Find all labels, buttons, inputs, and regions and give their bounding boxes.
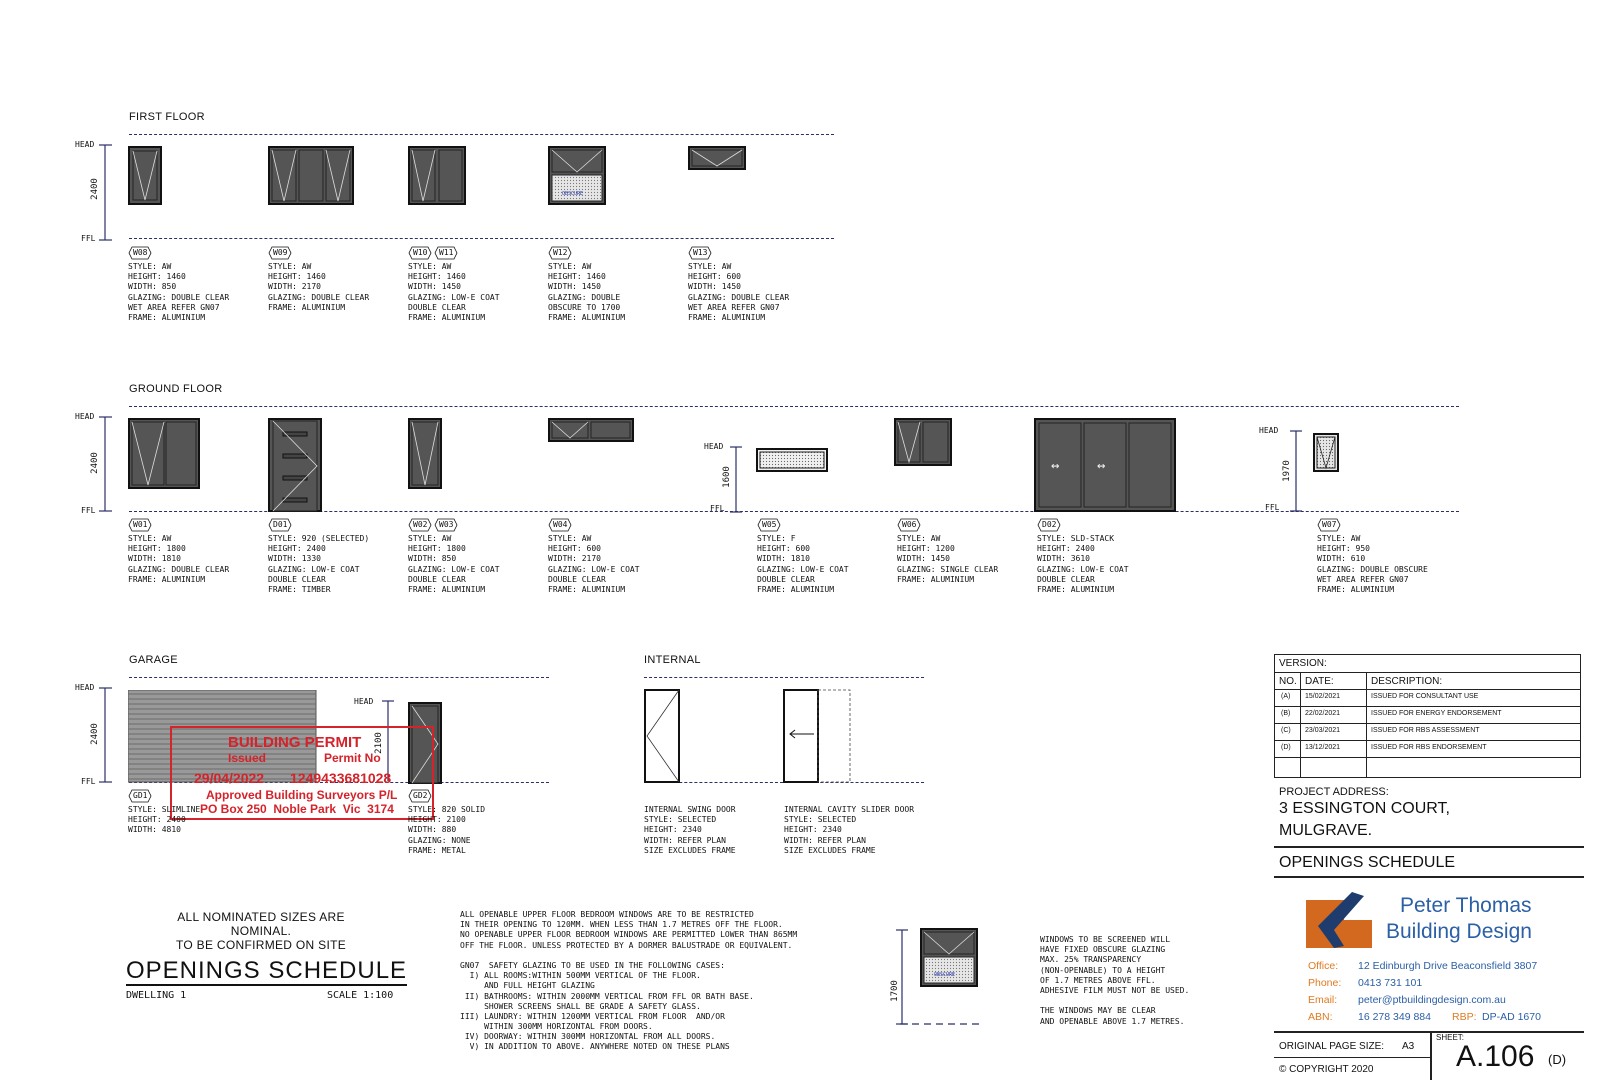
note-line: IV) DOORWAY: WITHIN 300MM HORIZONTAL FROM ALL DOORS. (460, 1032, 716, 1042)
spec-line: FRAME: ALUMINIUM (408, 312, 486, 322)
window-W04-drawing (548, 418, 634, 443)
opening-spec (268, 262, 369, 313)
opening-spec (128, 805, 200, 836)
window-W12-drawing (548, 146, 606, 206)
spec-line: STYLE: AW (1317, 534, 1361, 543)
note-line: I) ALL ROOMS:WITHIN 500MM VERTICAL OF THE FLOOR. (460, 971, 701, 981)
abn-value: 16 278 349 884 (1358, 1011, 1431, 1023)
spec-line: WIDTH: 880 (408, 825, 457, 835)
height-dimension-ground (70, 412, 130, 517)
opening-tag-text: W12 (553, 248, 568, 257)
email-value[interactable]: peter@ptbuildingdesign.com.au (1358, 994, 1506, 1006)
sheet-label: SHEET: (1436, 1033, 1465, 1042)
window-W07-drawing (1313, 433, 1339, 473)
opening-spec (408, 534, 500, 595)
spec-line: WIDTH: 1450 (408, 282, 461, 292)
dwelling-label: DWELLING 1 (126, 990, 187, 1001)
head-line-internal (644, 677, 924, 678)
opening-tag-text: D01 (273, 520, 288, 529)
spec-line: WET AREA REFER GN07 (128, 302, 220, 312)
spec-line: WIDTH: 850 (128, 282, 177, 292)
spec-line: DOUBLE CLEAR (548, 574, 606, 584)
spec-line: HEIGHT: 1800 (408, 544, 466, 554)
col-no: NO. (1279, 676, 1297, 687)
spec-line: GLAZING: DOUBLE (548, 292, 621, 302)
spec-line: FRAME: ALUMINIUM (408, 584, 486, 594)
abn-label: ABN: (1308, 1011, 1333, 1023)
version-no: (D) (1281, 744, 1291, 751)
version-label: VERSION: (1279, 658, 1327, 669)
spec-line: GLAZING: LOW-E COAT (548, 564, 640, 574)
ffl-line-first (129, 238, 834, 239)
door-D01-drawing (268, 418, 322, 512)
rbp-label: RBP: (1452, 1011, 1477, 1023)
sheet-number: A.106 (1456, 1040, 1535, 1073)
note-line (1040, 996, 1189, 1006)
spec-line: GLAZING: DOUBLE CLEAR (128, 564, 230, 574)
spec-line: HEIGHT: 600 (688, 272, 741, 282)
head-label-garage: HEAD (75, 683, 95, 692)
note-line: III) LAUNDRY: WITHIN 1200MM VERTICAL FROM FLOOR AND/OR (460, 1011, 725, 1021)
note-line: ALL OPENABLE UPPER FLOOR BEDROOM WINDOWS ARE TO BE RESTRICTED (460, 910, 754, 919)
dim-2400-ground: 2400 (89, 452, 100, 474)
spec-line: DOUBLE CLEAR (268, 574, 326, 584)
opening-spec (1037, 534, 1129, 595)
spec-line: HEIGHT: 2340 (784, 825, 842, 835)
note-line: THE WINDOWS MAY BE CLEAR (1040, 1006, 1156, 1016)
opening-spec (1317, 534, 1428, 595)
opening-spec (897, 534, 998, 585)
spec-line: STYLE: SELECTED (644, 815, 717, 825)
address-line-2: MULGRAVE. (1279, 822, 1373, 839)
spec-line: STYLE: AW (408, 534, 452, 543)
spec-line: GLAZING: SINGLE CLEAR (897, 564, 999, 574)
spec-line: WIDTH: REFER PLAN (644, 835, 726, 845)
opening-tag-text: W04 (553, 520, 568, 529)
nominal-sizes-note (151, 910, 371, 952)
spec-line: STYLE: SLIMLINE (128, 805, 201, 814)
spec-line: STYLE: AW (688, 262, 732, 271)
opening-spec (784, 805, 914, 856)
note-line (460, 951, 797, 961)
spec-line: WIDTH: 4810 (128, 825, 181, 835)
slide-arrow-icon: ↔ (1051, 458, 1060, 474)
copyright: © COPYRIGHT 2020 (1279, 1064, 1374, 1075)
spec-line: HEIGHT: 1460 (548, 272, 606, 282)
height-dimension-garage (70, 683, 130, 788)
spec-line: HEIGHT: 1460 (128, 272, 186, 282)
section-title-internal: INTERNAL (644, 654, 701, 666)
head-label-gd2: HEAD (354, 697, 374, 706)
version-no: (C) (1281, 727, 1291, 734)
note-line: WITHIN 300MM HORIZONTAL FROM DOORS. (460, 1022, 653, 1032)
scale-label: SCALE 1:100 (327, 990, 394, 1001)
opening-spec (408, 262, 500, 323)
screen-notes (1040, 935, 1189, 1027)
note-line: MAX. 25% TRANSPARENCY (1040, 955, 1142, 965)
col-date: DATE: (1305, 676, 1334, 687)
spec-line: STYLE: 920 (SELECTED) (268, 534, 370, 543)
spec-line: DOUBLE CLEAR (408, 302, 466, 312)
opening-tag-text: W06 (902, 520, 917, 529)
spec-line: GLAZING: LOW-E COAT (1037, 564, 1129, 574)
spec-line: HEIGHT: 2100 (408, 815, 466, 825)
col-description: DESCRIPTION: (1371, 676, 1443, 687)
opening-spec (548, 262, 625, 323)
internal-cavity-slider-door-drawing (782, 688, 854, 784)
stamp-address: PO Box 250 Noble Park Vic 3174 (200, 802, 394, 816)
spec-line: STYLE: AW (128, 534, 172, 543)
spec-line: WIDTH: 2170 (548, 554, 601, 564)
opening-tag-text: GD1 (133, 791, 148, 800)
window-W06-drawing (894, 418, 952, 466)
window-W05-drawing (756, 448, 828, 473)
window-W01-drawing (128, 418, 200, 490)
note-line: HAVE FIXED OBSCURE GLAZING (1040, 945, 1166, 955)
building-permit-stamp (170, 726, 434, 820)
spec-line: FRAME: ALUMINIUM (897, 574, 975, 584)
version-date: 23/03/2021 (1305, 727, 1341, 734)
spec-line: GLAZING: NONE (408, 835, 471, 845)
ffl-label-first: FFL (81, 234, 96, 243)
spec-line: WIDTH: 1450 (897, 554, 950, 564)
opening-tag (408, 789, 434, 803)
office-label: Office: (1308, 960, 1339, 972)
note-line: WINDOWS TO BE SCREENED WILL (1040, 935, 1171, 944)
email-label: Email: (1308, 994, 1338, 1006)
note-line: II) BATHROOMS: WITHIN 2000MM VERTICAL FROM FFL OR BATH BASE. (460, 991, 754, 1001)
company-name-line-2: Building Design (1386, 920, 1532, 943)
page-size-value: A3 (1402, 1041, 1415, 1052)
opening-tag (757, 518, 783, 532)
spec-line: HEIGHT: 2400 (1037, 544, 1095, 554)
opening-spec (688, 262, 789, 323)
spec-line: GLAZING: DOUBLE OBSCURE (1317, 564, 1428, 574)
spec-line: FRAME: ALUMINIUM (268, 302, 346, 312)
spec-line: HEIGHT: 600 (548, 544, 601, 554)
spec-line: GLAZING: LOW-E COAT (408, 564, 500, 574)
opening-tag (128, 789, 154, 803)
opening-tag (548, 246, 574, 260)
dim-2400-garage: 2400 (89, 723, 100, 745)
opening-tag-text: GD2 (413, 791, 428, 800)
spec-line: FRAME: ALUMINIUM (688, 312, 766, 322)
dim-1700-diagram: 1700 (889, 980, 900, 1002)
opening-tag (1317, 518, 1343, 532)
spec-line: STYLE: SELECTED (784, 815, 857, 825)
spec-line: STYLE: AW (897, 534, 941, 543)
head-line-ground (129, 406, 1459, 407)
version-desc: ISSUED FOR CONSULTANT USE (1371, 693, 1479, 700)
spec-line: WIDTH: 2170 (268, 282, 321, 292)
window-W13-drawing (688, 146, 746, 171)
obscure-window-diagram (880, 928, 980, 1028)
spec-line: FRAME: ALUMINIUM (757, 584, 835, 594)
note-line: SHOWER SCREENS SHALL BE GRADE A SAFETY GLASS. (460, 1001, 701, 1011)
head-line-garage (129, 677, 549, 678)
opening-spec (757, 534, 849, 595)
sheet-revision: (D) (1548, 1052, 1567, 1067)
spec-line: FRAME: ALUMINIUM (1317, 584, 1395, 594)
opening-tag-text: D02 (1042, 520, 1057, 529)
company-name-line-1: Peter Thomas (1400, 894, 1532, 917)
opening-tag-text: W07 (1322, 520, 1337, 529)
spec-line: WIDTH: 1450 (688, 282, 741, 292)
section-title-first-floor: FIRST FLOOR (129, 111, 205, 123)
version-date: 15/02/2021 (1305, 693, 1341, 700)
version-no: (A) (1281, 693, 1291, 700)
opening-tag-text: W08 (133, 248, 148, 257)
opening-tag (408, 246, 434, 260)
spec-line: STYLE: 820 SOLID (408, 805, 486, 814)
spec-line: HEIGHT: 1200 (897, 544, 955, 554)
opening-spec (268, 534, 369, 595)
opening-tag-text: W09 (273, 248, 288, 257)
spec-line: WIDTH: 1450 (548, 282, 601, 292)
spec-line: WIDTH: 1810 (757, 554, 810, 564)
spec-line: FRAME: ALUMINIUM (1037, 584, 1115, 594)
head-label-ground: HEAD (75, 412, 95, 421)
head-label-first: HEAD (75, 140, 95, 149)
note-line: (NON-OPENABLE) TO A HEIGHT (1040, 965, 1166, 975)
dim-2100-gd2: 2100 (373, 732, 384, 754)
opening-tag-text: W10 (413, 248, 428, 257)
version-date: 13/12/2021 (1305, 744, 1341, 751)
dim-2400-first: 2400 (89, 178, 100, 200)
opening-tag-text: W02 (413, 520, 428, 529)
spec-line: WET AREA REFER GN07 (1317, 574, 1409, 584)
spec-line: DOUBLE CLEAR (757, 574, 815, 584)
phone-label: Phone: (1308, 977, 1342, 989)
head-line-first (129, 134, 834, 135)
project-address-label: PROJECT ADDRESS: (1279, 786, 1389, 798)
opening-spec (128, 534, 229, 585)
version-desc: ISSUED FOR ENERGY ENDORSEMENT (1371, 710, 1502, 717)
note-line: IN THEIR OPENING TO 120MM. WHEN LESS THAN 1.7 METRES OFF THE FLOOR. (460, 920, 783, 930)
spec-line: WIDTH: REFER PLAN (784, 835, 866, 845)
spec-line: HEIGHT: 600 (757, 544, 810, 554)
spec-line: FRAME: ALUMINIUM (548, 312, 626, 322)
stamp-permit-number: 1249433681028 (290, 770, 392, 786)
spec-line: GLAZING: LOW-E COAT (268, 564, 360, 574)
note-line: AND FULL HEIGHT GLAZING (460, 981, 595, 991)
spec-line: STYLE: F (757, 534, 796, 543)
note-line: AND OPENABLE ABOVE 1.7 METRES. (1040, 1016, 1185, 1026)
slide-arrow-icon: ↔ (1097, 458, 1106, 474)
page-size-label: ORIGINAL PAGE SIZE: (1279, 1041, 1385, 1052)
opening-spec (644, 805, 736, 856)
note-line: V) IN ADDITION TO ABOVE. ANYWHERE NOTED ON THESE PLANS (460, 1042, 730, 1052)
spec-line: HEIGHT: 1460 (408, 272, 466, 282)
opening-tag (128, 518, 154, 532)
head-label-w07: HEAD (1259, 426, 1279, 435)
opening-spec (548, 534, 640, 595)
stamp-date: 29/04/2022 (194, 770, 265, 786)
dim-1600-w05: 1600 (721, 466, 732, 488)
opening-spec (128, 262, 229, 323)
opening-tag (268, 518, 294, 532)
opening-tag-text: W05 (762, 520, 777, 529)
spec-line: WIDTH: 3610 (1037, 554, 1090, 564)
stamp-issued: Issued (228, 751, 267, 765)
spec-line: STYLE: AW (268, 262, 312, 271)
opening-tag-text: W03 (439, 520, 454, 529)
company-logo-icon (1304, 886, 1376, 952)
opening-tag (128, 246, 154, 260)
spec-line: OBSCURE TO 1700 (548, 302, 621, 312)
phone-value: 0413 731 101 (1358, 977, 1423, 989)
spec-line: WIDTH: 1810 (128, 554, 181, 564)
window-W10-W11-drawing (408, 146, 466, 206)
sheet-title: OPENINGS SCHEDULE (1279, 854, 1456, 871)
spec-line: GLAZING: DOUBLE CLEAR (128, 292, 230, 302)
drawing-title: OPENINGS SCHEDULE (126, 957, 408, 984)
spec-line: SIZE EXCLUDES FRAME (784, 845, 876, 855)
spec-line: WIDTH: 1330 (268, 554, 321, 564)
door-D02-drawing (1034, 418, 1176, 512)
spec-line: STYLE: AW (548, 262, 592, 271)
rbp-value: DP-AD 1670 (1482, 1011, 1541, 1023)
ffl-label-garage: FFL (81, 777, 96, 786)
obscure-text-w12: OBSCURE (562, 191, 584, 197)
spec-line: GLAZING: LOW-E COAT (757, 564, 849, 574)
spec-line: HEIGHT: 2400 (128, 815, 186, 825)
spec-line: GLAZING: LOW-E COAT (408, 292, 500, 302)
spec-line: SIZE EXCLUDES FRAME (644, 845, 736, 855)
spec-line: HEIGHT: 2340 (644, 825, 702, 835)
note-line: ADHESIVE FILM MUST NOT BE USED. (1040, 985, 1190, 995)
opening-tag (1037, 518, 1063, 532)
spec-line: INTERNAL CAVITY SLIDER DOOR (784, 805, 915, 814)
stamp-surveyor: Approved Building Surveyors P/L (206, 788, 398, 802)
spec-line: WIDTH: 850 (408, 554, 457, 564)
note-line: OF 1.7 METRES ABOVE FFL. (1040, 975, 1156, 985)
window-W09-drawing (268, 146, 354, 206)
opening-tag-text: W11 (439, 248, 454, 257)
ffl-line-ground (129, 511, 1459, 512)
stamp-title: BUILDING PERMIT (228, 734, 362, 751)
dim-1970-w07: 1970 (1281, 460, 1292, 482)
spec-line: FRAME: ALUMINIUM (128, 312, 206, 322)
opening-tag (548, 518, 574, 532)
opening-tag (268, 246, 294, 260)
ffl-label-w07: FFL (1265, 503, 1280, 512)
version-no: (B) (1281, 710, 1291, 717)
obscure-text-diagram: OBSCURE (934, 972, 956, 978)
spec-line: WIDTH: 610 (1317, 554, 1366, 564)
stamp-permit-no-label: Permit No (324, 751, 381, 765)
opening-tag (434, 246, 460, 260)
spec-line: HEIGHT: 1800 (128, 544, 186, 554)
version-desc: ISSUED FOR RBS ENDORSEMENT (1371, 744, 1487, 751)
spec-line: DOUBLE CLEAR (408, 574, 466, 584)
spec-line: DOUBLE CLEAR (1037, 574, 1095, 584)
spec-line: STYLE: SLD-STACK (1037, 534, 1115, 543)
spec-line: GLAZING: DOUBLE CLEAR (268, 292, 370, 302)
general-notes (460, 910, 797, 1053)
section-title-ground-floor: GROUND FLOOR (129, 383, 223, 395)
note-line: NO OPENABLE UPPER FLOOR BEDROOM WINDOWS ARE PERMITTED LOWER THAN 865MM (460, 930, 798, 940)
opening-tag-text: W13 (693, 248, 708, 257)
spec-line: STYLE: AW (408, 262, 452, 271)
opening-tag (408, 518, 434, 532)
opening-tag-text: W01 (133, 520, 148, 529)
spec-line: FRAME: ALUMINIUM (128, 574, 206, 584)
opening-tag (897, 518, 923, 532)
spec-line: GLAZING: DOUBLE CLEAR (688, 292, 790, 302)
spec-line: INTERNAL SWING DOOR (644, 805, 736, 814)
spec-line: WET AREA REFER GN07 (688, 302, 780, 312)
note-line: OFF THE FLOOR. UNLESS PROTECTED BY A DORMER BALUSTRADE OR EQUIVALENT. (460, 940, 793, 950)
opening-spec (408, 805, 485, 856)
nominal-note-line: TO BE CONFIRMED ON SITE (175, 938, 347, 952)
spec-line: FRAME: ALUMINIUM (548, 584, 626, 594)
ffl-label-ground: FFL (81, 506, 96, 515)
nominal-note-line: ALL NOMINATED SIZES ARE NOMINAL. (177, 910, 345, 938)
spec-line: HEIGHT: 2400 (268, 544, 326, 554)
spec-line: HEIGHT: 950 (1317, 544, 1370, 554)
spec-line: FRAME: METAL (408, 845, 466, 855)
version-date: 22/02/2021 (1305, 710, 1341, 717)
address-line-1: 3 ESSINGTON COURT, (1279, 800, 1450, 817)
spec-line: HEIGHT: 1460 (268, 272, 326, 282)
note-line: GN07 SAFETY GLAZING TO BE USED IN THE FOLLOWING CASES: (460, 960, 725, 970)
opening-tag (688, 246, 714, 260)
window-W08-drawing (128, 146, 163, 206)
version-desc: ISSUED FOR RBS ASSESSMENT (1371, 727, 1480, 734)
head-label-w05: HEAD (704, 442, 724, 451)
section-title-garage: GARAGE (129, 654, 178, 666)
ffl-label-w05: FFL (710, 504, 725, 513)
spec-line: STYLE: AW (548, 534, 592, 543)
spec-line: FRAME: TIMBER (268, 584, 331, 594)
height-dimension-first (70, 140, 130, 245)
office-value: 12 Edinburgh Drive Beaconsfield 3807 (1358, 960, 1538, 972)
version-table (1274, 654, 1581, 778)
window-W02-W03-drawing (408, 418, 443, 490)
spec-line: STYLE: AW (128, 262, 172, 271)
internal-swing-door-drawing (643, 688, 683, 784)
opening-tag (434, 518, 460, 532)
